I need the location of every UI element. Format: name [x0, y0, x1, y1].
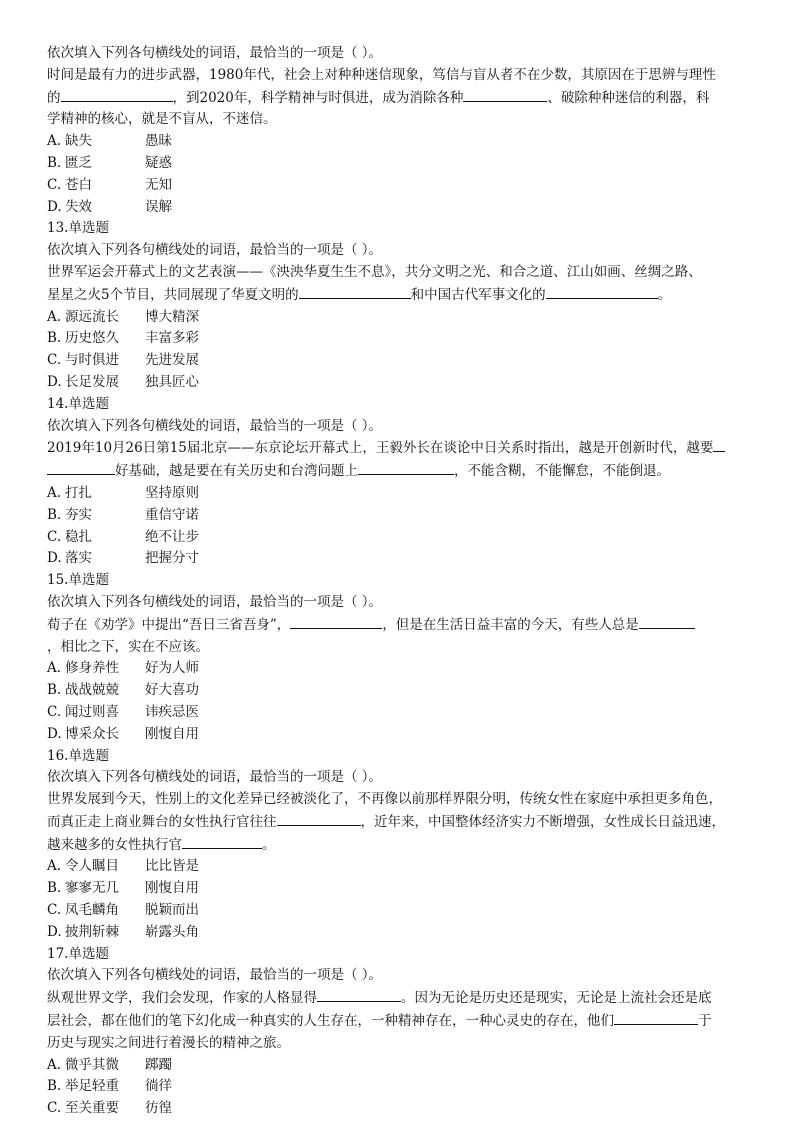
question-stem: 依次填入下列各句横线处的词语，最恰当的一项是（ ）。	[47, 967, 383, 984]
option-c[interactable]: C. 凤毛麟角 脱颖而出	[47, 902, 199, 919]
option-d[interactable]: D. 长足发展 独具匠心	[47, 373, 199, 390]
fill-blank	[290, 614, 382, 629]
option-a[interactable]: A. 修身养性 好为人师	[47, 660, 199, 677]
option-b[interactable]: B. 历史悠久 丰富多彩	[47, 330, 199, 347]
question-text: 2019年10月26日第15届北京——东京论坛开幕式上，王毅外长在谈论中日关系时指出，越是开创新时代，越要	[47, 440, 714, 457]
question-16	[47, 746, 762, 944]
fill-blank	[713, 437, 725, 452]
question-stem: 依次填入下列各句横线处的词语，最恰当的一项是（ ）。	[47, 45, 383, 61]
question-text: 世界发展到今天，性别上的文化差异已经被淡化了，不再像以前那样界限分明，传统女性在家庭中承担更多角色，	[47, 791, 722, 808]
question-stem: 依次填入下列各句横线处的词语，最恰当的一项是（ ）。	[47, 769, 383, 786]
question-stem: 依次填入下列各句横线处的词语，最恰当的一项是（ ）。	[47, 417, 383, 434]
option-c[interactable]: C. 闻过则喜 讳疾忌医	[47, 703, 199, 720]
option-c[interactable]: C. 苍白 无知	[47, 176, 172, 193]
option-b[interactable]: B. 匮乏 疑惑	[47, 154, 172, 171]
fill-blank	[463, 87, 547, 102]
question-text: 历史与现实之间进行着漫长的精神之旅。	[47, 1034, 290, 1051]
option-c[interactable]: C. 与时俱进 先进发展	[47, 352, 199, 369]
question-13	[47, 218, 762, 393]
option-d[interactable]: D. 博采众长 刚愎自用	[47, 725, 199, 742]
question-text: 越来越多的女性执行官	[47, 836, 182, 853]
question-text: 和中国古代军事文化的	[410, 286, 546, 303]
question-text: ，到2020年，科学精神与时俱进，成为消除各种	[172, 89, 464, 106]
fill-blank	[358, 460, 454, 475]
fill-blank	[61, 87, 173, 102]
question-17	[47, 944, 762, 1120]
question-header: 14.单选题	[47, 395, 109, 412]
question-header: 15.单选题	[47, 572, 109, 589]
option-a[interactable]: A. 打扎 坚持原则	[47, 484, 199, 501]
fill-blank	[182, 834, 262, 849]
fill-blank	[299, 284, 411, 299]
question-text: 学精神的核心，就是不盲从，不迷信。	[47, 111, 277, 128]
question-14	[47, 394, 762, 570]
question-text: 荀子在《劝学》中提出“吾日三省吾身”，	[47, 616, 291, 633]
option-d[interactable]: D. 落实 把握分寸	[47, 550, 199, 567]
option-a[interactable]: A. 微乎其微 踯躅	[47, 1056, 172, 1073]
fill-blank	[546, 284, 658, 299]
question-text: 、破除种种迷信的利器，科	[547, 89, 710, 106]
option-b[interactable]: B. 举足轻重 徜徉	[47, 1078, 172, 1095]
question-header: 13.单选题	[47, 220, 109, 237]
question-text: 。	[657, 286, 672, 303]
question-text: 的	[47, 89, 61, 106]
question-text: ，但是在生活日益丰富的今天，有些人总是	[382, 616, 639, 633]
question-text: 。	[262, 836, 276, 853]
option-b[interactable]: B. 寥寥无几 刚愎自用	[47, 880, 199, 897]
option-a[interactable]: A. 令人瞩目 比比皆是	[47, 858, 199, 875]
question-text: 世界军运会开幕式上的文艺表演——《泱泱华夏生生不息》，共分文明之光、和合之道、江山如画、丝绸之路、	[47, 263, 702, 280]
option-c[interactable]: C. 至关重要 彷徨	[47, 1100, 172, 1117]
document-page	[47, 43, 762, 1120]
option-a[interactable]: A. 缺失 愚昧	[47, 133, 172, 150]
question-text: ，相比之下，实在不应该。	[47, 638, 209, 655]
fill-blank	[317, 987, 401, 1002]
fill-blank	[47, 460, 115, 475]
option-b[interactable]: B. 夯实 重信守诺	[47, 506, 199, 523]
option-d[interactable]: D. 失效 误解	[47, 198, 172, 215]
option-a[interactable]: A. 源远流长 博大精深	[47, 308, 199, 325]
question-text: 时间是最有力的进步武器，1980年代，社会上对种种迷信现象，笃信与盲从者不在少数，其原因在于思辨与理性	[47, 66, 716, 83]
question-text: 于	[698, 1013, 712, 1030]
option-b[interactable]: B. 战战兢兢 好大喜功	[47, 682, 199, 699]
question-text: 好基础，越是要在有关历史和台湾问题上	[115, 463, 358, 480]
question-text: 而真正走上商业舞台的女性执行官往往	[47, 813, 277, 830]
question-text: 层社会，都在他们的笔下幻化成一种真实的人生存在，一种精神存在，一种心灵史的存在，他们	[47, 1013, 614, 1030]
question-text: 纵观世界文学，我们会发现，作家的人格显得	[47, 990, 317, 1007]
question-stem: 依次填入下列各句横线处的词语，最恰当的一项是（ ）。	[47, 593, 383, 610]
question-text: ，近年来，中国整体经济实力不断增强，女性成长日益迅速，	[360, 813, 725, 830]
option-c[interactable]: C. 稳扎 绝不让步	[47, 528, 199, 545]
fill-blank	[277, 811, 361, 826]
question-header: 17.单选题	[47, 945, 109, 962]
question-12	[47, 43, 762, 218]
question-text: 星星之火5个节目，共同展现了华夏文明的	[47, 286, 299, 303]
question-text: ，不能含糊，不能懈怠，不能倒退。	[454, 463, 670, 480]
question-15	[47, 570, 762, 745]
question-text: 。因为无论是历史还是现实，无论是上流社会还是底	[401, 990, 712, 1007]
fill-blank	[614, 1010, 698, 1025]
question-stem: 依次填入下列各句横线处的词语，最恰当的一项是（ ）。	[47, 242, 383, 259]
fill-blank	[639, 614, 695, 629]
question-header: 16.单选题	[47, 747, 109, 764]
option-d[interactable]: D. 披荆斩棘 崭露头角	[47, 923, 199, 940]
